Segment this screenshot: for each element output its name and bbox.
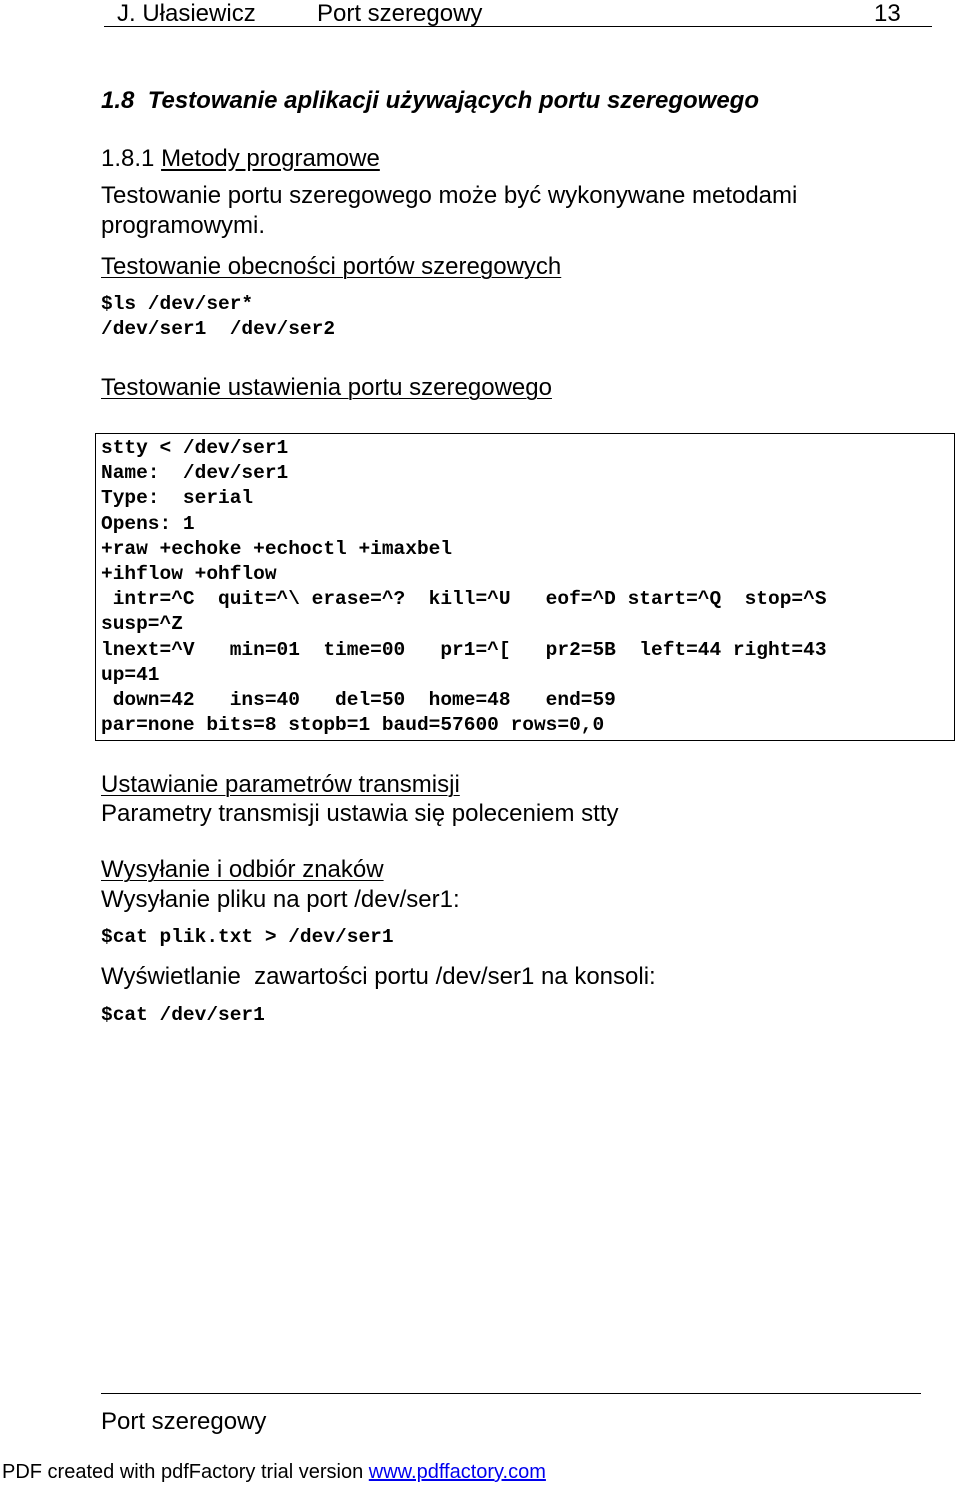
header-title: Port szeregowy [317, 0, 483, 27]
stty-output [101, 436, 827, 738]
subsection-title: Metody programowe [161, 145, 380, 172]
footer-divider [101, 1393, 921, 1394]
pdffactory-link[interactable]: www.pdffactory.com [368, 1461, 546, 1483]
stty-line: par=none bits=8 stopb=1 baud=57600 rows=0,0 [101, 714, 605, 737]
subsection-heading [101, 145, 380, 173]
transmission-text: Parametry transmisji ustawia się poleceniem stty [101, 800, 619, 827]
stty-line: +ihflow +ohflow [101, 563, 277, 586]
stty-line: +raw +echoke +echoctl +imaxbel [101, 537, 453, 560]
stty-line: Opens: 1 [101, 512, 195, 535]
ports-test-command: $ls /dev/ser* [101, 293, 254, 315]
stty-line: stty < /dev/ser1 [101, 437, 289, 459]
page-number: 13 [874, 0, 901, 27]
stty-line: Name: /dev/ser1 [101, 462, 289, 485]
header-divider [104, 26, 932, 27]
intro-line-1: Testowanie portu szeregowego może być wykonywane metodami [101, 182, 798, 209]
display-text: Wyświetlanie zawartości portu /dev/ser1 na konsoli: [101, 963, 656, 990]
display-command: $cat /dev/ser1 [101, 1004, 265, 1026]
stty-line: intr=^C quit=^\ erase=^? kill=^U eof=^D start=^Q stop=^S [101, 588, 827, 611]
stty-line: Type: serial [101, 487, 254, 510]
ports-test-output: /dev/ser1 /dev/ser2 [101, 318, 336, 340]
stty-line: lnext=^V min=01 time=00 pr1=^[ pr2=5B left=44 right=43 [101, 638, 827, 661]
stty-line: susp=^Z [101, 613, 183, 636]
stty-line: up=41 [101, 663, 160, 686]
pdf-note-text: PDF created with pdfFactory trial version [2, 1461, 369, 1483]
settings-test-heading: Testowanie ustawienia portu szeregowego [101, 374, 552, 401]
stty-line: down=42 ins=40 del=50 home=48 end=59 [101, 689, 616, 712]
footer-title: Port szeregowy [101, 1408, 267, 1435]
transmission-heading: Ustawianie parametrów transmisji [101, 771, 460, 798]
subsection-number: 1.8.1 [101, 145, 155, 172]
send-text: Wysyłanie pliku na port /dev/ser1: [101, 886, 460, 913]
header-author: J. Ułasiewicz [117, 0, 256, 27]
section-heading: 1.8 Testowanie aplikacji używających portu szeregowego [101, 87, 759, 114]
pdf-note [2, 1459, 546, 1485]
send-command: $cat plik.txt > /dev/ser1 [101, 926, 394, 948]
ports-test-heading: Testowanie obecności portów szeregowych [101, 253, 562, 280]
intro-line-2: programowymi. [101, 212, 266, 239]
send-receive-heading: Wysyłanie i odbiór znaków [101, 856, 384, 883]
